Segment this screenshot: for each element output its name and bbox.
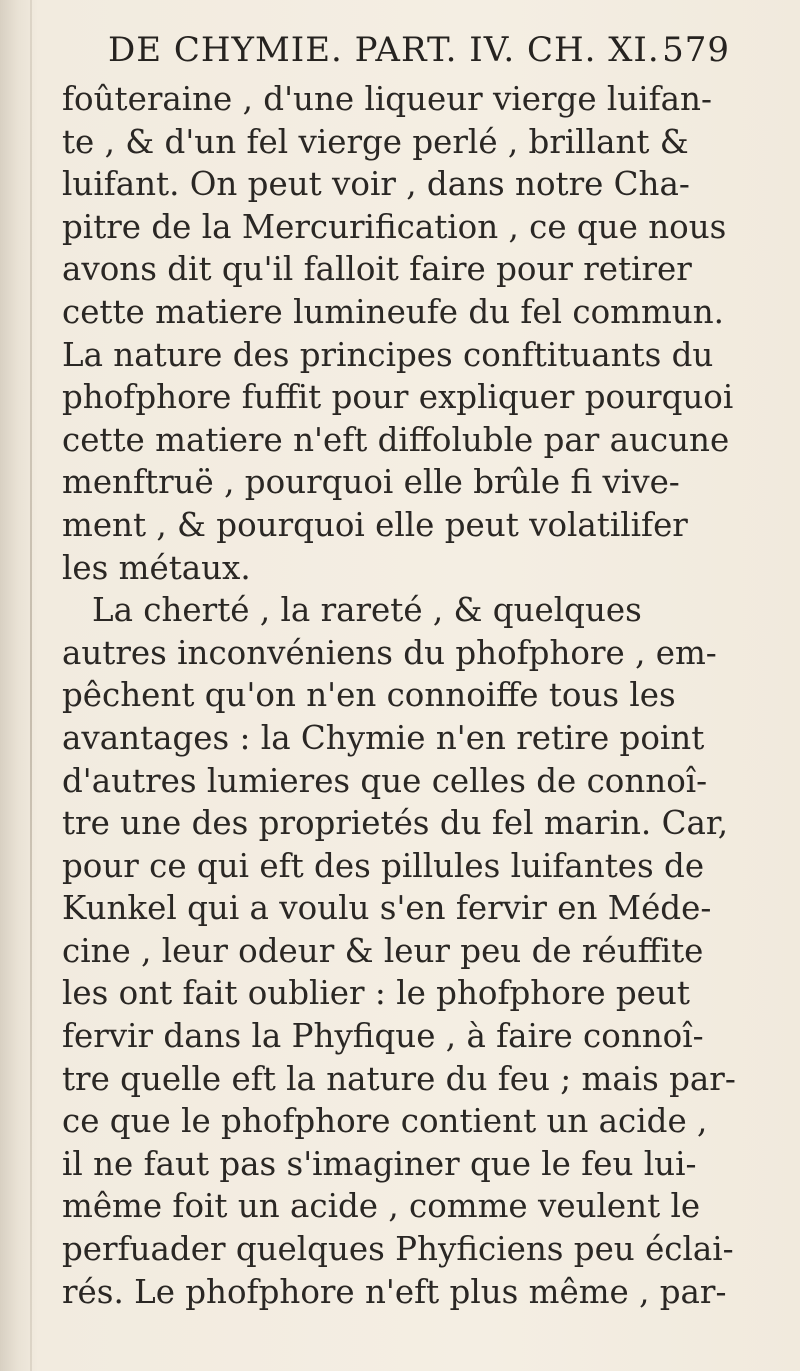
body-text <box>62 78 762 1313</box>
text-line: phofphore fuffit pour expliquer pourquoi <box>62 378 734 417</box>
text-line: pour ce qui eft des pillules luifantes de <box>62 846 705 885</box>
text-line: cette matiere n'eft diffoluble par aucune <box>62 420 730 459</box>
text-line: ce que le phofphore contient un acide , <box>62 1102 708 1141</box>
text-line: luifant. On peut voir , dans notre Cha- <box>62 165 690 204</box>
text-line: foûteraine , d'une liqueur vierge luifan- <box>62 80 712 118</box>
text-line: fervir dans la Phyfique , à faire connoî- <box>62 1017 704 1056</box>
running-head-title: DE CHYMIE. PART. IV. CH. XI. <box>108 30 660 70</box>
page-gutter <box>30 0 32 1371</box>
text-line: même foit un acide , comme veulent le <box>62 1187 701 1226</box>
text-line: pitre de la Mercurification , ce que nous <box>62 207 727 246</box>
text-line: ment , & pourquoi elle peut volatilifer <box>62 505 688 544</box>
text-line: te , & d'un fel vierge perlé , brillant & <box>62 122 689 161</box>
text-line: menftruë , pourquoi elle brûle fi vive- <box>62 463 680 502</box>
text-line: autres inconvéniens du phofphore , em- <box>62 633 717 672</box>
text-line: avons dit qu'il falloit faire pour retirer <box>62 250 692 289</box>
page-number: 579 <box>662 30 730 70</box>
text-line: perfuader quelques Phyficiens peu éclai- <box>62 1230 734 1269</box>
text-line: Kunkel qui a voulu s'en fervir en Méde- <box>62 889 712 928</box>
text-line: les métaux. <box>62 548 251 587</box>
text-line: La nature des principes conftituants du <box>62 335 714 374</box>
text-line: La cherté , la rareté , & quelques <box>92 591 642 630</box>
text-line: les ont fait oublier : le phofphore peut <box>62 974 690 1013</box>
text-line: cette matiere lumineufe du fel commun. <box>62 292 724 331</box>
text-line: il ne faut pas s'imaginer que le feu lui- <box>62 1144 697 1183</box>
text-line: pêchent qu'on n'en connoiffe tous les <box>62 676 676 715</box>
text-line: rés. Le phofphore n'eft plus même , par- <box>62 1272 727 1311</box>
text-line: tre une des proprietés du fel marin. Car, <box>62 804 729 843</box>
text-line: cine , leur odeur & leur peu de réuffite <box>62 931 704 970</box>
text-line: avantages : la Chymie n'en retire point <box>62 718 705 757</box>
text-line: tre quelle eft la nature du feu ; mais par- <box>62 1059 736 1098</box>
text-line: d'autres lumieres que celles de connoî- <box>62 761 708 800</box>
